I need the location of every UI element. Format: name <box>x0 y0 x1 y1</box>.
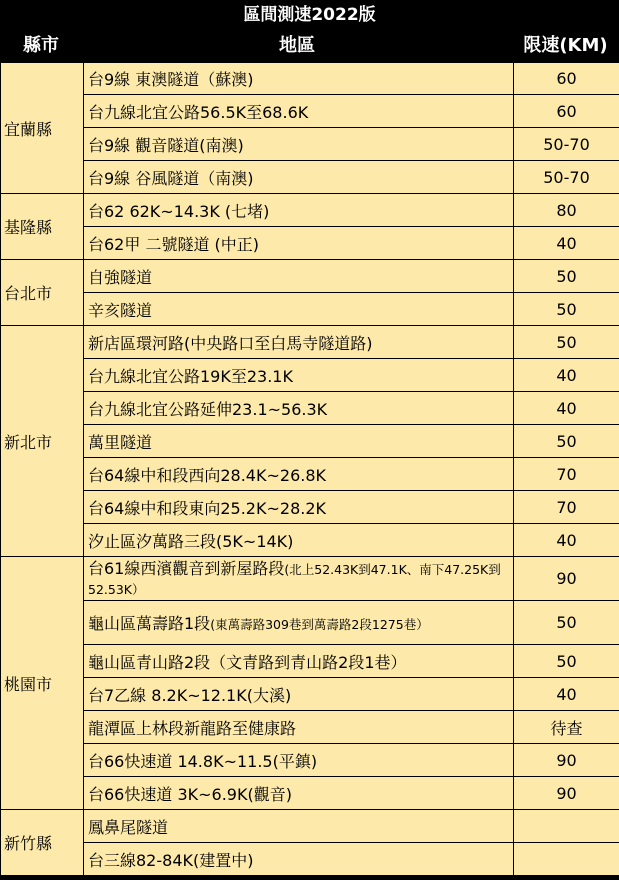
header-limit: 限速(KM) <box>523 35 608 56</box>
limit-cell: 50 <box>514 645 619 678</box>
area-cell: 台62 62K~14.3K (七堵) <box>84 194 514 227</box>
table-row <box>1 293 619 326</box>
limit-cell: 70 <box>514 491 619 524</box>
table-row <box>1 95 619 128</box>
area-text: 台61線西濱觀音到新屋路段 <box>88 558 285 578</box>
area-note: (東萬壽路309巷到萬壽路2段1275巷） <box>210 617 429 632</box>
limit-cell: 60 <box>514 63 619 95</box>
area-cell: 台64線中和段東向25.2K~28.2K <box>84 491 514 524</box>
limit-cell: 40 <box>514 524 619 557</box>
area-cell <box>84 601 514 645</box>
table-row <box>1 63 619 95</box>
area-cell: 台7乙線 8.2K~12.1K(大溪) <box>84 678 514 711</box>
table-row <box>1 810 619 843</box>
table-row <box>1 744 619 777</box>
limit-cell: 70 <box>514 458 619 491</box>
area-cell: 台九線北宜公路56.5K至68.6K <box>84 95 514 128</box>
area-cell: 萬里隧道 <box>84 425 514 458</box>
limit-cell: 50-70 <box>514 128 619 161</box>
area-text: 龜山區萬壽路1段 <box>88 614 211 633</box>
area-cell: 台九線北宜公路19K至23.1K <box>84 359 514 392</box>
county-cell: 新北市 <box>1 326 84 557</box>
limit-cell: 90 <box>514 744 619 777</box>
table-row <box>1 260 619 293</box>
limit-cell <box>514 810 619 843</box>
county-cell: 台北市 <box>1 260 84 326</box>
table-row <box>1 359 619 392</box>
limit-cell: 40 <box>514 392 619 425</box>
table-row <box>1 645 619 678</box>
header-county: 縣市 <box>23 35 59 56</box>
table-row <box>1 161 619 194</box>
table-row <box>1 491 619 524</box>
area-cell: 台64線中和段西向28.4K~26.8K <box>84 458 514 491</box>
county-cell: 新竹縣 <box>1 810 84 876</box>
area-cell: 台62甲 二號隧道 (中正) <box>84 227 514 260</box>
table-row <box>1 843 619 876</box>
limit-cell: 50 <box>514 601 619 645</box>
area-cell: 台9線 谷風隧道（南澳) <box>84 161 514 194</box>
area-cell: 汐止區汐萬路三段(5K~14K) <box>84 524 514 557</box>
sheet-title: 區間測速2022版 <box>243 5 376 25</box>
limit-cell: 50 <box>514 326 619 359</box>
area-cell: 龍潭區上林段新龍路至健康路 <box>84 711 514 744</box>
table-row <box>1 711 619 744</box>
limit-cell: 90 <box>514 777 619 810</box>
area-cell: 台三線82-84K(建置中) <box>84 843 514 876</box>
county-cell: 宜蘭縣 <box>1 63 84 194</box>
table-row <box>1 777 619 810</box>
limit-cell: 待查 <box>514 711 619 744</box>
area-cell: 台9線 觀音隧道(南澳) <box>84 128 514 161</box>
area-cell: 自強隧道 <box>84 260 514 293</box>
area-cell: 龜山區青山路2段（文青路到青山路2段1巷） <box>84 645 514 678</box>
table-row <box>1 326 619 359</box>
limit-cell: 50 <box>514 425 619 458</box>
limit-cell: 40 <box>514 227 619 260</box>
area-cell: 台66快速道 14.8K~11.5(平鎮) <box>84 744 514 777</box>
header-area: 地區 <box>279 35 315 56</box>
area-cell: 新店區環河路(中央路口至白馬寺隧道路) <box>84 326 514 359</box>
limit-cell: 90 <box>514 557 619 601</box>
limit-cell <box>514 843 619 876</box>
limit-cell: 50 <box>514 260 619 293</box>
county-cell: 基隆縣 <box>1 194 84 260</box>
limit-cell: 60 <box>514 95 619 128</box>
limit-cell: 50 <box>514 293 619 326</box>
county-cell: 桃園市 <box>1 557 84 810</box>
table-row <box>1 425 619 458</box>
table-row <box>1 227 619 260</box>
limit-cell: 50-70 <box>514 161 619 194</box>
limit-cell: 80 <box>514 194 619 227</box>
area-note: (北上52.43K到47.1K、南下47.25K到52.53K） <box>88 561 501 597</box>
table-row <box>1 128 619 161</box>
table-row <box>1 601 619 645</box>
area-cell: 鳳鼻尾隧道 <box>84 810 514 843</box>
limit-cell: 40 <box>514 359 619 392</box>
area-cell: 辛亥隧道 <box>84 293 514 326</box>
table-row <box>1 678 619 711</box>
table-row <box>1 458 619 491</box>
area-cell: 台九線北宜公路延伸23.1~56.3K <box>84 392 514 425</box>
area-cell: 台66快速道 3K~6.9K(觀音) <box>84 777 514 810</box>
area-cell <box>84 557 514 601</box>
table-row <box>1 557 619 601</box>
speed-table <box>0 62 619 876</box>
table-row <box>1 194 619 227</box>
limit-cell: 40 <box>514 678 619 711</box>
table-row <box>1 392 619 425</box>
area-cell: 台9線 東澳隧道（蘇澳) <box>84 63 514 95</box>
table-row <box>1 524 619 557</box>
